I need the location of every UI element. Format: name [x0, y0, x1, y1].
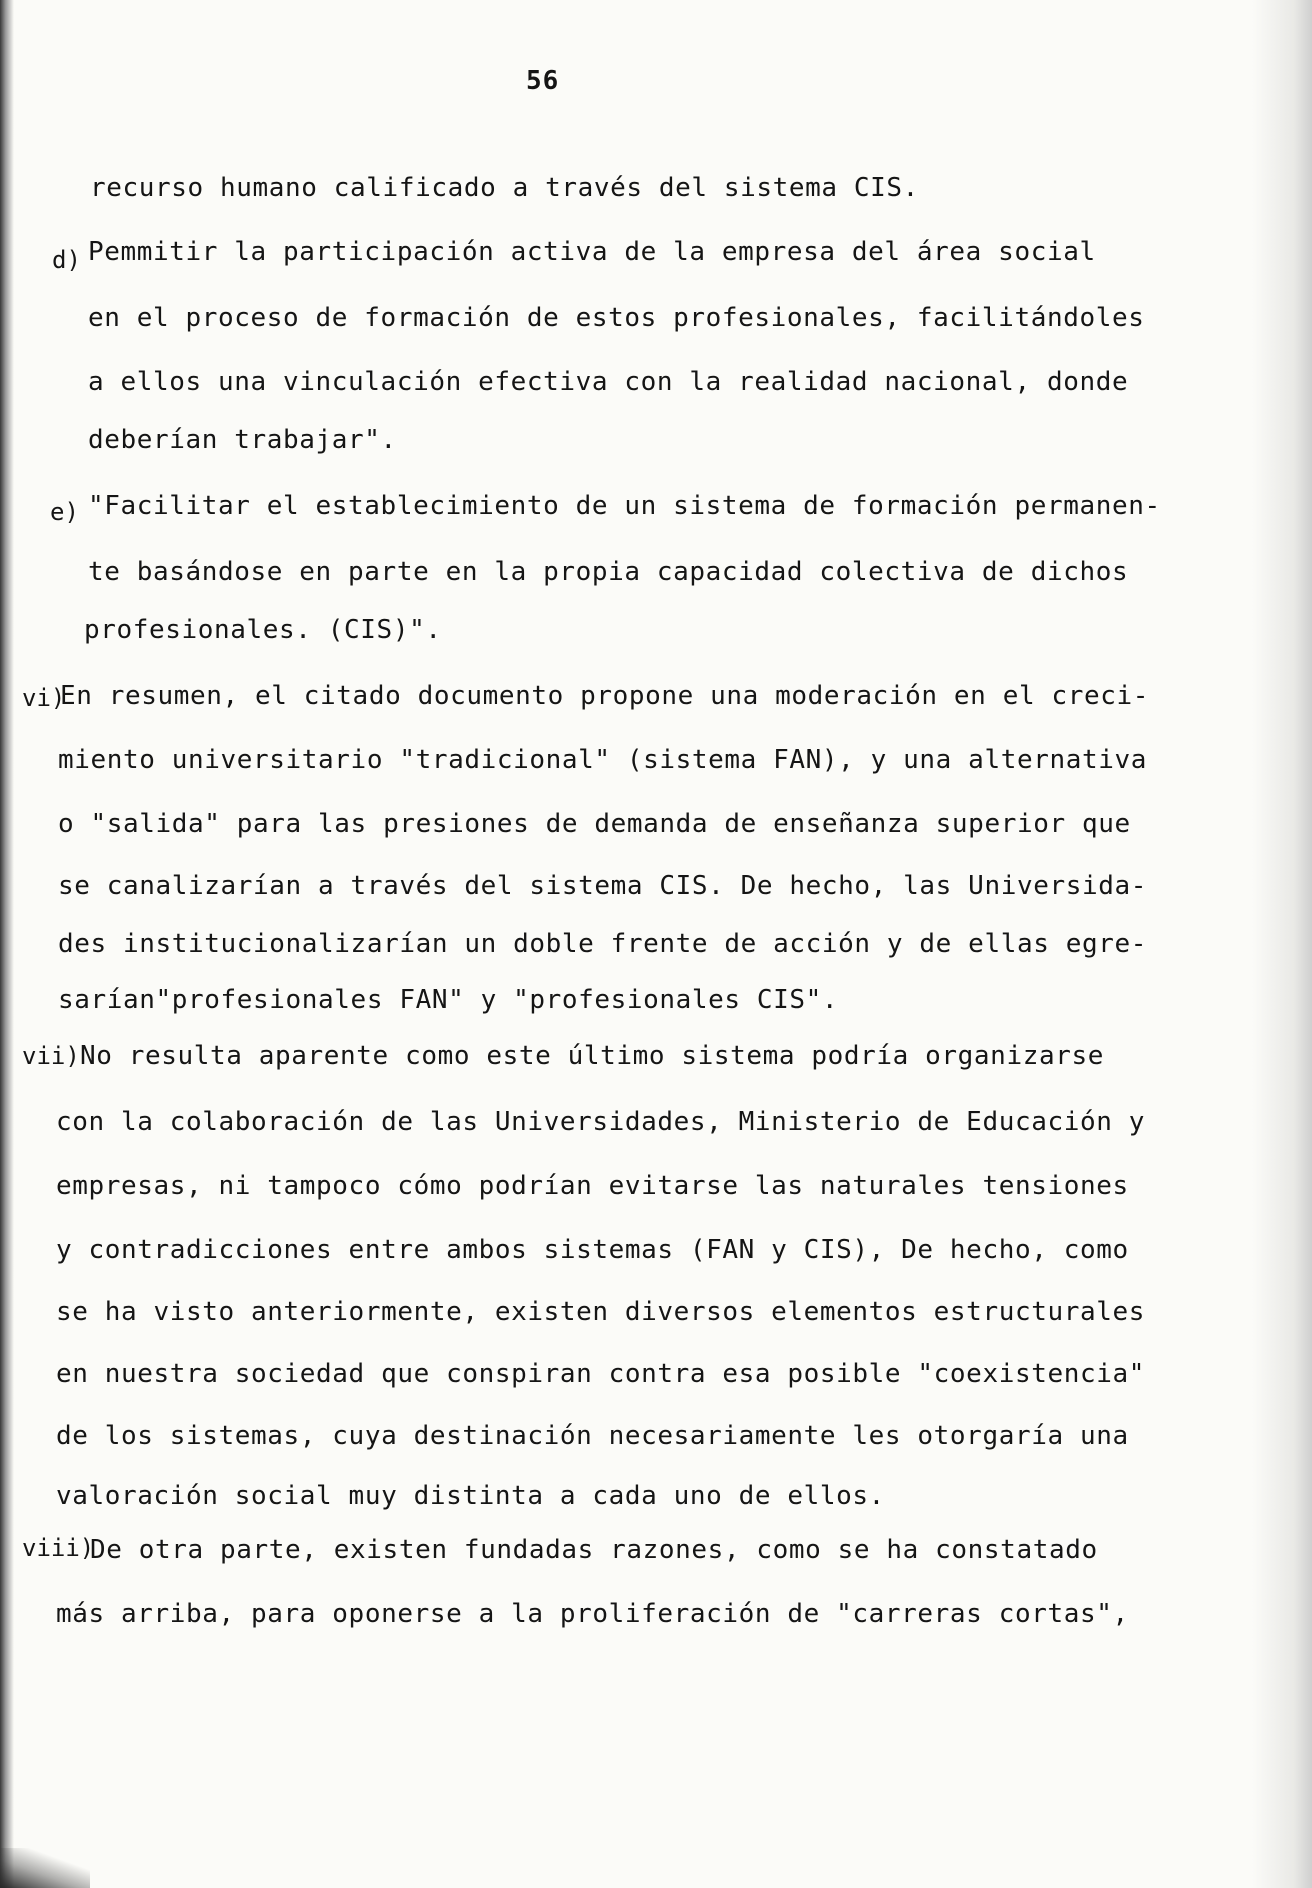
text-line: profesionales. (CIS)".: [84, 615, 442, 645]
text-line: valoración social muy distinta a cada uno de ellos.: [56, 1481, 885, 1511]
text-line: en nuestra sociedad que conspiran contra esa posible "coexistencia": [56, 1359, 1145, 1389]
list-marker-e: e): [50, 498, 79, 526]
text-line: des institucionalizarían un doble frente de acción y de ellas egre-: [58, 929, 1147, 959]
text-line: deberían trabajar".: [88, 425, 397, 455]
text-line: en el proceso de formación de estos profesionales, facilitándoles: [88, 303, 1145, 333]
text-line: Pemmitir la participación activa de la empresa del área social: [88, 237, 1096, 267]
text-line: En resumen, el citado documento propone una moderación en el creci-: [60, 681, 1149, 711]
text-line: de los sistemas, cuya destinación necesariamente les otorgaría una: [56, 1421, 1129, 1451]
scan-edge-right: [1252, 0, 1312, 1888]
scan-edge-left: [0, 0, 14, 1888]
text-line: o "salida" para las presiones de demanda de enseñanza superior que: [58, 809, 1131, 839]
text-line: con la colaboración de las Universidades, Ministerio de Educación y: [56, 1107, 1145, 1137]
page-number: 56: [526, 66, 560, 96]
text-line: recurso humano calificado a través del sistema CIS.: [90, 173, 919, 203]
text-line: se canalizarían a través del sistema CIS. De hecho, las Universida-: [58, 871, 1147, 901]
text-line: empresas, ni tampoco cómo podrían evitarse las naturales tensiones: [56, 1171, 1129, 1201]
text-line: No resulta aparente como este último sistema podría organizarse: [80, 1041, 1104, 1071]
text-line: te basándose en parte en la propia capacidad colectiva de dichos: [88, 557, 1129, 587]
text-line: se ha visto anteriormente, existen diversos elementos estructurales: [56, 1297, 1145, 1327]
text-line: sarían"profesionales FAN" y "profesionales CIS".: [58, 985, 839, 1015]
scan-corner-shadow: [0, 1848, 90, 1888]
text-line: De otra parte, existen fundadas razones, como se ha constatado: [90, 1535, 1098, 1565]
text-line: y contradicciones entre ambos sistemas (FAN y CIS), De hecho, como: [56, 1235, 1129, 1265]
text-line: a ellos una vinculación efectiva con la realidad nacional, donde: [88, 367, 1129, 397]
text-line: miento universitario "tradicional" (sistema FAN), y una alternativa: [58, 745, 1147, 775]
list-marker-viii: viii): [22, 1534, 95, 1562]
text-line: "Facilitar el establecimiento de un sistema de formación permanen-: [88, 491, 1161, 521]
text-line: más arriba, para oponerse a la proliferación de "carreras cortas",: [56, 1599, 1129, 1629]
list-marker-vii: vii): [22, 1042, 80, 1070]
list-marker-vi: vi): [22, 684, 66, 712]
list-marker-d: d): [52, 246, 81, 274]
